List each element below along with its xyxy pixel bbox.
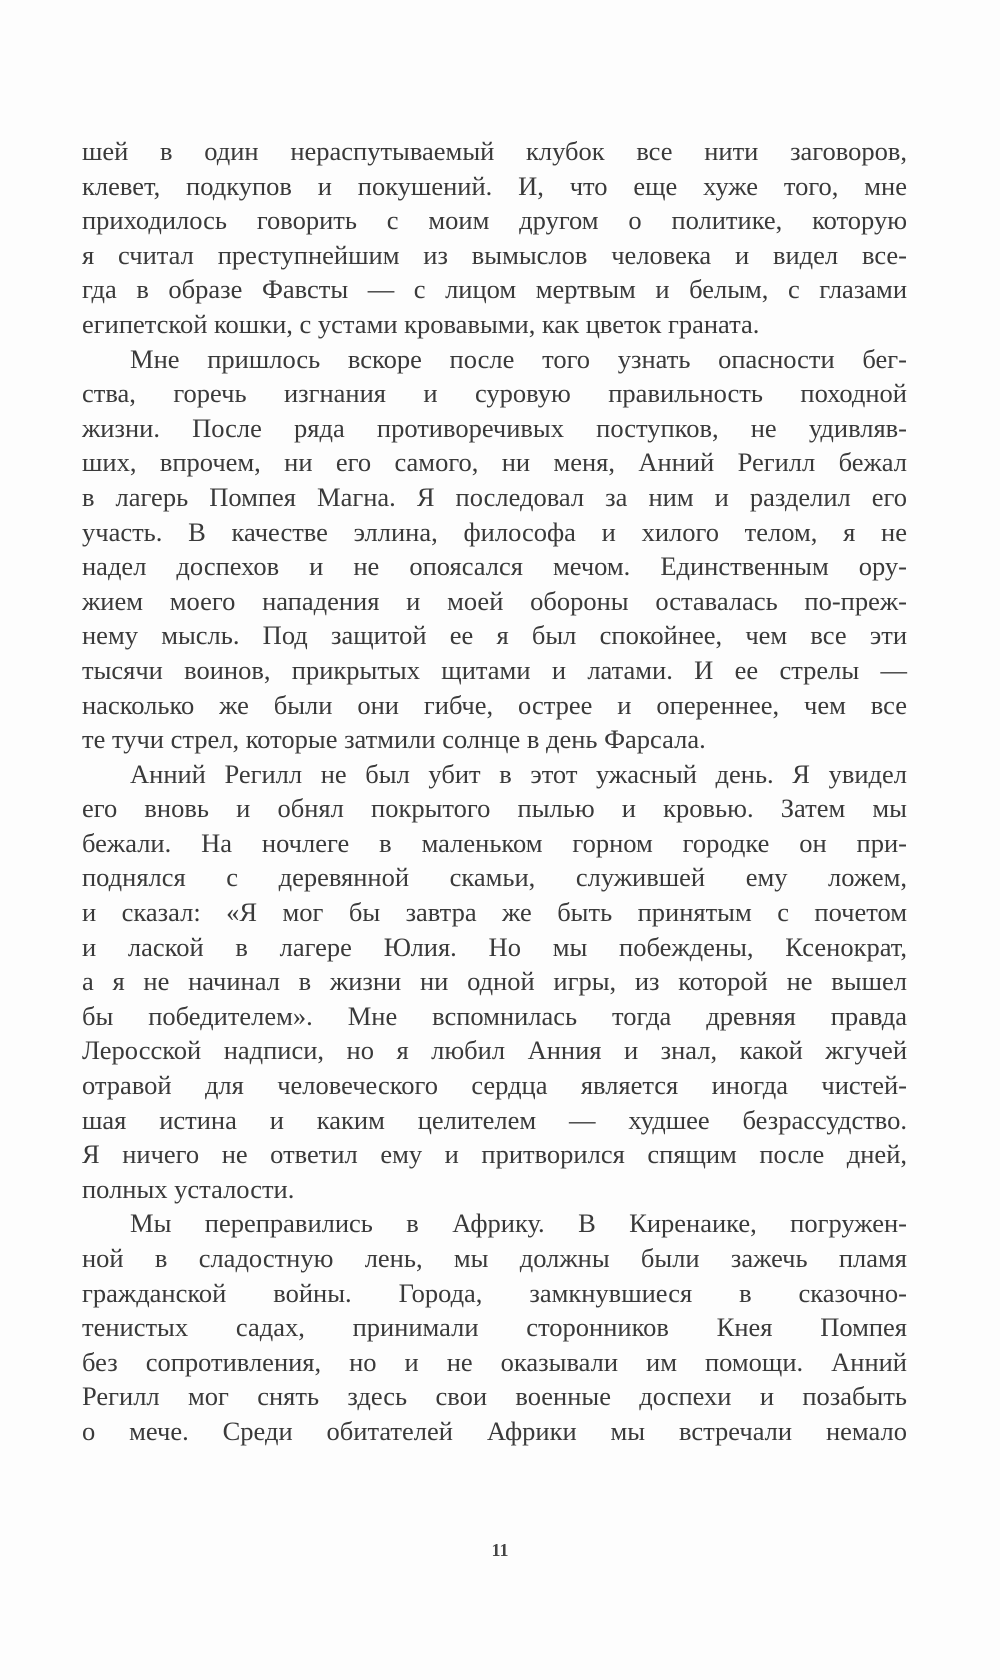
text-line: в лагерь Помпея Магна. Я последовал за ним и разделил его — [82, 481, 907, 512]
text-line: а я не начинал в жизни ни одной игры, из которой не вышел — [82, 966, 907, 997]
text-line: о мече. Среди обитателей Африки мы встречали немало — [82, 1415, 907, 1446]
text-line: без сопротивления, но и не оказывали им помощи. Анний — [82, 1346, 907, 1377]
text-line: Я ничего не ответил ему и притворился спящим после дней, — [82, 1139, 907, 1170]
text-line: я считал преступнейшим из вымыслов человека и видел все- — [82, 239, 907, 270]
text-line: Леросской надписи, но я любил Анния и знал, какой жгучей — [82, 1035, 907, 1066]
paragraph — [82, 134, 907, 342]
body-text — [82, 134, 907, 1449]
paragraph — [82, 757, 907, 1207]
text-line: те тучи стрел, которые затмили солнце в день Фарсала. — [82, 724, 706, 755]
paragraph — [82, 1206, 907, 1448]
text-line: нему мысль. Под защитой ее я был спокойнее, чем все эти — [82, 620, 907, 651]
text-line: насколько же были они гибче, острее и опереннее, чем все — [82, 689, 907, 720]
text-line: тысячи воинов, прикрытых щитами и латами. И ее стрелы — — [82, 654, 907, 685]
text-line: шая истина и каким целителем — худшее безрассудство. — [82, 1104, 907, 1135]
text-line: жием моего нападения и моей обороны оставалась по-преж- — [82, 585, 907, 616]
text-line: ших, впрочем, ни его самого, ни меня, Анний Регилл бежал — [82, 447, 907, 478]
text-line: египетской кошки, с устами кровавыми, как цветок граната. — [82, 308, 760, 339]
text-line: полных усталости. — [82, 1173, 295, 1204]
text-line: поднялся с деревянной скамьи, служившей ему ложем, — [82, 862, 907, 893]
text-line: гда в образе Фавсты — с лицом мертвым и белым, с глазами — [82, 274, 907, 305]
page-number: 11 — [491, 1540, 509, 1560]
text-line: участь. В качестве эллина, философа и хилого телом, я не — [82, 516, 907, 547]
text-line: ной в сладостную лень, мы должны были зажечь пламя — [82, 1243, 907, 1273]
text-line: приходилось говорить с моим другом о политике, которую — [82, 205, 907, 236]
text-line: Анний Регилл не был убит в этот ужасный день. Я увидел — [130, 758, 907, 789]
text-line: Мне пришлось вскоре после того узнать опасности бег- — [130, 343, 907, 374]
text-line: и сказал: «Я мог бы завтра же быть принятым с почетом — [82, 897, 907, 928]
text-line: Мы переправились в Африку. В Киренаике, погружен- — [130, 1208, 907, 1239]
text-line: бежали. На ночлеге в маленьком горном городке он при- — [82, 827, 907, 858]
text-line: его вновь и обнял покрытого пылью и кровью. Затем мы — [82, 793, 907, 824]
text-line: Регилл мог снять здесь свои военные доспехи и позабыть — [82, 1381, 907, 1412]
paragraph — [82, 342, 907, 757]
text-line: тенистых садах, принимали сторонников Кнея Помпея — [82, 1312, 907, 1343]
text-line: надел доспехов и не опоясался мечом. Единственным ору- — [82, 551, 907, 582]
text-line: ства, горечь изгнания и суровую правильность походной — [82, 378, 907, 409]
text-line: отравой для человеческого сердца является иногда чистей- — [82, 1070, 907, 1101]
text-line: гражданской войны. Города, замкнувшиеся в сказочно- — [82, 1277, 907, 1308]
text-line: жизни. После ряда противоречивых поступков, не удивляв- — [82, 412, 907, 443]
text-line: бы победителем». Мне вспомнилась тогда древняя правда — [82, 1000, 907, 1031]
text-line: шей в один нераспутываемый клубок все нити заговоров, — [82, 136, 907, 166]
text-line: клевет, подкупов и покушений. И, что еще хуже того, мне — [82, 170, 907, 201]
text-line: и лаской в лагере Юлия. Но мы побеждены, Ксенократ, — [82, 931, 907, 962]
